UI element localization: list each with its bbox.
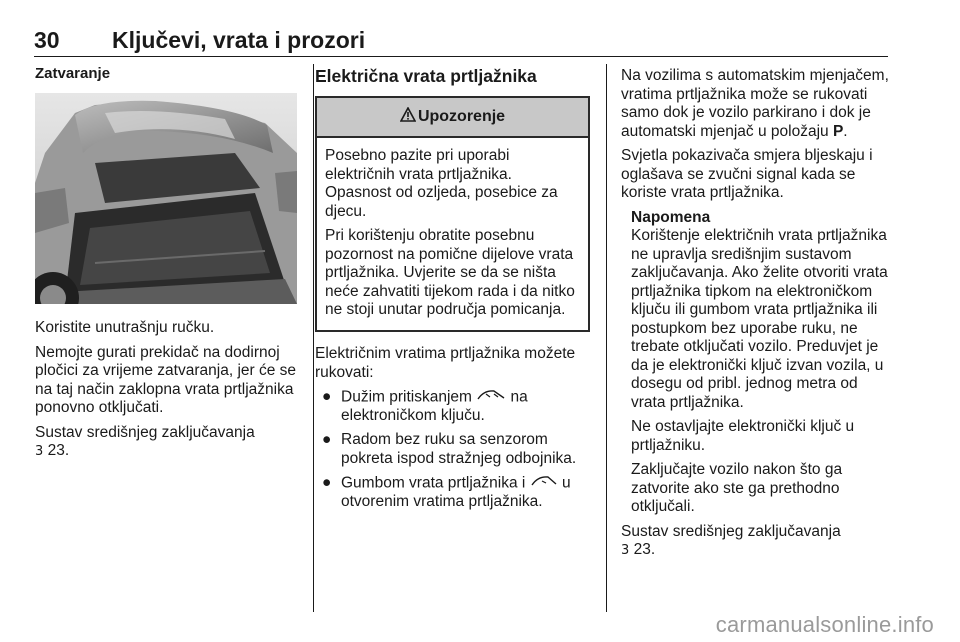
list-item-text-end: u otvorenim vratima prtljažnika.: [341, 474, 571, 511]
right-column-text: [621, 67, 889, 567]
column-divider-2: [606, 64, 607, 612]
paragraph-touchpad-warning: Nemojte gurati prekidač na dodirnoj pločici za vrijeme zatvaranja, jer će se na taj način zaklopna vrata prtljažnika ponovno otključati.: [35, 343, 297, 416]
watermark: carmanualsonline.info: [715, 612, 934, 637]
paragraph-automatic: [621, 67, 889, 141]
operation-list: [315, 388, 597, 512]
list-item-text: Gumbom vrata prtljažnika i: [341, 474, 526, 492]
tailgate-photo: [35, 93, 297, 304]
warning-header: [317, 98, 588, 138]
list-item: [315, 431, 597, 468]
warning-paragraph-2: Pri korištenju obratite posebnu pozornost na pomične dijelove vrata prtljažnika. Uvjerite se da se ništa neće zahvatiti tijekom rada i da nitko ne stoji unutar područja pomicanja.: [325, 227, 575, 318]
note-paragraph-1: Korištenje električnih vrata prtljažnika ne upravlja središnjim sustavom zaključavanja. Ako želite otvoriti vrata prtljažnika tipkom na elektroničkom ključu ili gumbom vrata prtljažnika ili postupkom bez uporabe ruku, ne trebate otključati vozilo. Preduvjet je da je elektronički ključ izvan vozila, u dosegu od pribl. jednog metra od vrata prtljažnika.: [631, 227, 888, 411]
cross-reference: [35, 424, 300, 462]
reference-text: Sustav središnjeg zaključavanja: [621, 522, 841, 540]
list-item-text-end: na elektroničkom ključu.: [341, 388, 528, 424]
subheading-closing: Zatvaranje: [35, 65, 111, 82]
list-item: [315, 388, 597, 425]
tailgate-illustration: [35, 93, 297, 304]
note-paragraph-3: Zaključajte vozilo nakon što ga zatvorite ako ste ga prethodno otključali.: [631, 461, 843, 515]
bullet-icon: ●: [322, 388, 332, 405]
note-title: Napomena: [631, 208, 711, 226]
list-item: [315, 474, 597, 511]
warning-body: [317, 138, 588, 320]
left-column-heading: [35, 65, 300, 90]
reference-arrow-icon: 3: [35, 444, 44, 459]
list-item-text: Radom bez ruku sa senzorom pokreta ispod stražnjeg odbojnika.: [341, 431, 577, 467]
warning-paragraph-1: Posebno pazite pri uporabi električnih vrata prtljažnika. Opasnost od ozljeda, posebice za djecu.: [325, 147, 558, 220]
reference-page[interactable]: 23.: [633, 541, 656, 558]
warning-title: Upozorenje: [417, 108, 506, 125]
reference-page[interactable]: 23.: [47, 442, 70, 459]
note-block: [621, 209, 889, 517]
cross-reference: [621, 523, 889, 561]
tailgate-button-icon: [530, 474, 558, 493]
section-heading: Električna vrata prtljažnika: [315, 66, 537, 86]
list-item-text: Dužim pritiskanjem: [341, 388, 472, 406]
bullet-icon: ●: [322, 474, 332, 492]
paragraph-automatic-end: .: [843, 122, 848, 140]
left-column-text: [35, 319, 300, 468]
warning-triangle-icon: [400, 107, 416, 127]
tailgate-key-icon: [476, 388, 506, 407]
note-paragraph-2: Ne ostavljajte elektronički ključ u prtljažniku.: [631, 418, 855, 454]
column-divider-1: [313, 64, 314, 612]
header-rule: [34, 56, 888, 57]
bullet-icon: ●: [322, 431, 332, 449]
warning-box: [315, 96, 590, 332]
gear-position-p: P: [832, 122, 844, 140]
paragraph-automatic-text: Na vozilima s automatskim mjenjačem, vratima prtljažnika može se rukovati samo dok je vozilo parkirano i dok je automatski mjenjač u položaju: [621, 67, 889, 140]
reference-arrow-icon: 3: [621, 543, 630, 558]
chapter-title: Ključevi, vrata i prozori: [112, 27, 366, 53]
page-number: 30: [34, 27, 60, 53]
paragraph-indicators: Svjetla pokazivača smjera bljeskaju i oglašava se zvučni signal kada se koriste vrata prtljažnika.: [621, 147, 873, 201]
paragraph-use-handle: Koristite unutrašnju ručku.: [35, 319, 215, 336]
reference-text: Sustav središnjeg zaključavanja: [35, 423, 255, 441]
middle-heading-wrap: [315, 67, 595, 92]
middle-column-text: [315, 345, 597, 518]
operation-intro: Električnim vratima prtljažnika možete rukovati:: [315, 345, 576, 381]
